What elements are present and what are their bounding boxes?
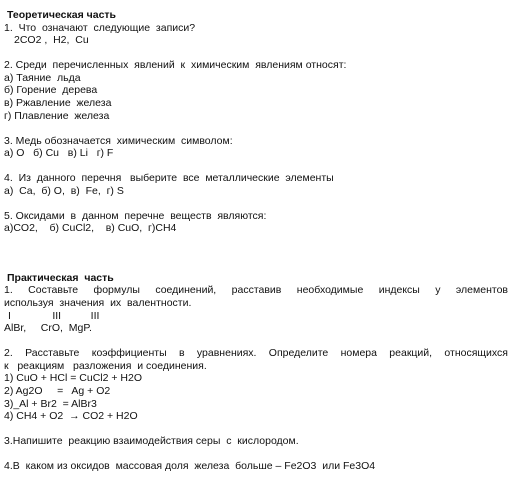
q2-option-c: в) Ржавление железа — [4, 96, 112, 109]
task1-line2: используя значения их валентности. — [4, 297, 192, 310]
q2-text: 2. Среди перечисленных явлений к химическим явлениям относят: — [4, 59, 347, 72]
task1-valences: I III III — [8, 309, 100, 322]
theory-heading: Теоретическая часть — [7, 9, 117, 21]
q2-option-b: б) Горение дерева — [4, 84, 98, 97]
practice-heading: Практическая часть — [7, 271, 114, 284]
q1-items: 2CO2 , H2, Cu — [14, 34, 89, 47]
task2-equation-3: 3)_Al + Br2 = AlBr3 — [4, 397, 97, 410]
q1-text: 1. Что означают следующие записи? — [4, 21, 196, 34]
q4-text: 4. Из данного перечня выберите все металлические элементы — [4, 172, 334, 185]
q3-text: 3. Медь обозначается химическим символом: — [4, 134, 233, 147]
q2-option-d: г) Плавление железа — [4, 109, 110, 122]
task2-line2: к реакциям разложения и соединения. — [4, 359, 207, 372]
task2-equation-2: 2) Ag2O = Ag + O2 — [4, 385, 111, 398]
task2-equation-4: 4) CH4 + O2 → CO2 + H2O — [4, 410, 138, 423]
q5-text: 5. Оксидами в данном перечне веществ являются: — [4, 209, 267, 222]
task1-line1: 1. Составьте формулы соединений, расставив необходимые индексы у элементов — [4, 284, 508, 297]
task1-compounds: AlBr, CrO, MgP. — [4, 322, 92, 335]
q4-options: а) Ca, б) О, в) Fe, г) S — [4, 184, 124, 197]
task4-text: 4.В каком из оксидов массовая доля железа больше – Fe2O3 или Fe3O4 — [4, 460, 376, 473]
q5-options: а)CO2, б) CuCl2, в) CuO, г)CH4 — [4, 222, 177, 235]
task2-equation-1: 1) CuO + HCl = CuCl2 + H2O — [4, 372, 143, 385]
task3-text: 3.Напишите реакцию взаимодействия серы с кислородом. — [4, 435, 299, 448]
task2-line1: 2. Расставьте коэффициенты в уравнениях. Определите номера реакций, относящихся — [4, 347, 508, 360]
q2-option-a: а) Таяние льда — [4, 71, 81, 84]
q3-options: а) О б) Cu в) Li г) F — [4, 147, 114, 160]
worksheet — [4, 9, 508, 473]
